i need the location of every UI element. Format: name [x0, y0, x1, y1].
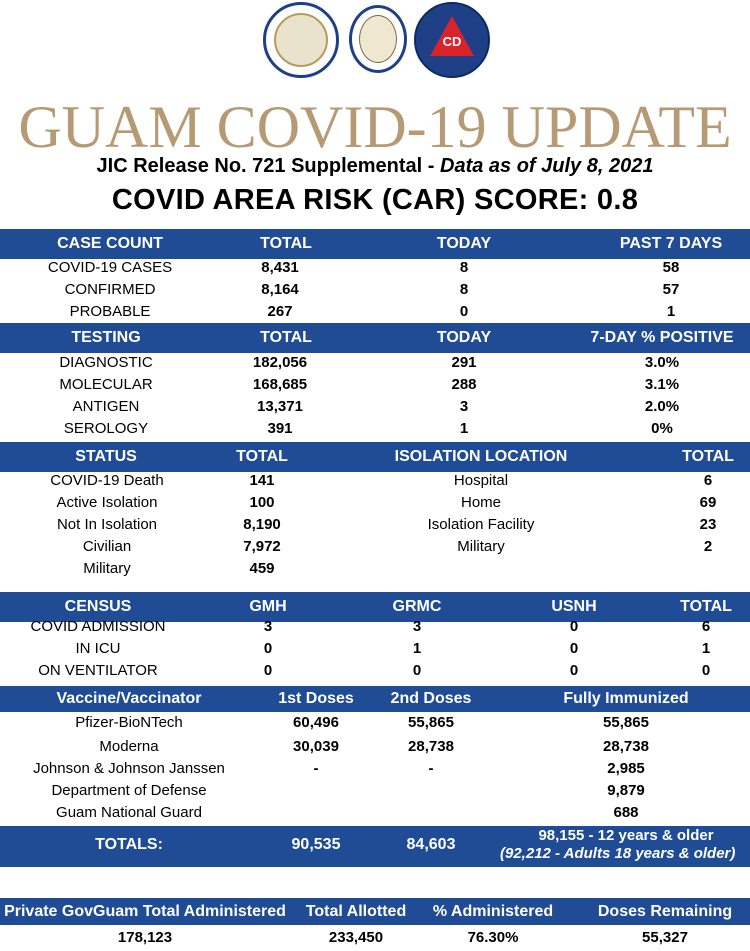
cell: 182,056 [252, 354, 308, 371]
header-cell: Doses Remaining [597, 903, 733, 920]
cell: 0 [569, 640, 579, 657]
cell: 28,738 [408, 738, 454, 755]
cell: 60,496 [293, 714, 339, 731]
governor-seal-icon [263, 2, 339, 78]
cell: 13,371 [257, 398, 303, 415]
table-row [0, 660, 750, 682]
row-label: MOLECULAR [59, 376, 153, 393]
public-health-seal-icon [349, 5, 407, 73]
table-row [0, 492, 750, 514]
row-label: Military [457, 538, 505, 555]
table-row [0, 536, 750, 558]
cell: 0 [569, 618, 579, 635]
table-row [0, 279, 750, 301]
table-row [0, 780, 750, 802]
cell: 0 [412, 662, 422, 679]
cell: 1 [459, 420, 469, 437]
row-label: COVID-19 Death [50, 472, 164, 489]
cell: 30,039 [293, 738, 339, 755]
cell: 3 [459, 398, 469, 415]
cell: 0 [701, 662, 711, 679]
testing-header [0, 323, 750, 353]
row-label: Hospital [453, 472, 509, 489]
header-cell: GRMC [392, 598, 442, 615]
totals-label: TOTALS: [95, 836, 163, 853]
cell: 267 [267, 303, 293, 320]
table-row [0, 558, 750, 580]
header-cell: ISOLATION LOCATION [394, 448, 568, 465]
cell: 8 [459, 281, 469, 298]
cell: 23 [699, 516, 717, 533]
table-row [0, 418, 750, 440]
cell: 0 [569, 662, 579, 679]
table-row [0, 470, 750, 492]
row-label: SEROLOGY [63, 420, 149, 437]
cell: 6 [701, 618, 711, 635]
row-label: Johnson & Johnson Janssen [33, 760, 225, 777]
vaccine-header [0, 686, 750, 712]
row-label: Moderna [99, 738, 159, 755]
table-row [0, 758, 750, 780]
header-cell: Total Allotted [305, 903, 407, 920]
agency-seals [0, 0, 750, 80]
row-label: COVID ADMISSION [30, 618, 166, 635]
header-cell: TOTAL [236, 448, 288, 465]
header-cell: 2nd Doses [390, 690, 472, 707]
header-cell: TESTING [71, 329, 141, 346]
cell: 3 [263, 618, 273, 635]
header-cell: PAST 7 DAYS [619, 235, 723, 252]
table-row [0, 514, 750, 536]
cell: 1 [412, 640, 422, 657]
table-row [0, 736, 750, 758]
release-date: Data as of July 8, 2021 [440, 155, 654, 177]
table-row [0, 712, 750, 734]
cell: 69 [699, 494, 717, 511]
status-header [0, 442, 750, 472]
row-label: PROBABLE [69, 303, 151, 320]
totals-fully-immunized: 98,155 - 12 years & older [538, 827, 714, 844]
cell: 1 [701, 640, 711, 657]
cell: 2 [703, 538, 713, 555]
header-cell: TOTAL [260, 235, 312, 252]
header-cell: % Administered [432, 903, 554, 920]
row-label: DIAGNOSTIC [59, 354, 153, 371]
cell: 58 [662, 259, 680, 276]
table-row [0, 616, 750, 638]
header-cell: GMH [249, 598, 287, 615]
header-cell: TOTAL [680, 598, 732, 615]
cell: 6 [703, 472, 713, 489]
table-row [0, 301, 750, 323]
cell: 291 [451, 354, 477, 371]
cell: 1 [666, 303, 676, 320]
cell: 8,190 [243, 516, 281, 533]
header-cell: 7-DAY % POSITIVE [590, 329, 734, 346]
cell: 0% [651, 420, 673, 437]
row-label: Active Isolation [56, 494, 158, 511]
header-cell: TOTAL [682, 448, 734, 465]
table-row [0, 374, 750, 396]
cell: 55,865 [603, 714, 649, 731]
header-cell: TODAY [436, 235, 492, 252]
header-cell: CENSUS [64, 598, 132, 615]
cell: 76.30% [467, 929, 519, 946]
cell: 2,985 [607, 760, 645, 777]
header-cell: Vaccine/Vaccinator [56, 690, 202, 707]
cell: 3 [412, 618, 422, 635]
header-cell: STATUS [75, 448, 137, 465]
row-label: ANTIGEN [72, 398, 140, 415]
row-label: ON VENTILATOR [38, 662, 158, 679]
header-cell: USNH [551, 598, 597, 615]
cell: 168,685 [252, 376, 308, 393]
cell: 459 [249, 560, 275, 577]
cell: 2.0% [644, 398, 680, 415]
case-count-header [0, 229, 750, 259]
cell: 55,327 [642, 929, 688, 946]
header-cell: TODAY [436, 329, 492, 346]
row-label: Not In Isolation [56, 516, 158, 533]
table-row [0, 927, 750, 949]
cell: 0 [263, 662, 273, 679]
vaccine-totals-row [0, 826, 750, 867]
cell: 0 [263, 640, 273, 657]
cell: 178,123 [117, 929, 173, 946]
totals-adults: (92,212 - Adults 18 years & older) [500, 845, 736, 862]
row-label: Isolation Facility [427, 516, 535, 533]
totals-second-doses: 84,603 [406, 836, 456, 853]
header-cell: TOTAL [260, 329, 312, 346]
cell: 688 [613, 804, 639, 821]
row-label: CONFIRMED [64, 281, 156, 298]
header-cell: 1st Doses [278, 690, 354, 707]
table-row [0, 396, 750, 418]
cell: 100 [249, 494, 275, 511]
table-row [0, 802, 750, 824]
cell: 391 [267, 420, 293, 437]
cell: 233,450 [328, 929, 384, 946]
header-cell: Fully Immunized [563, 690, 689, 707]
cell: 55,865 [408, 714, 454, 731]
cell: - [428, 760, 434, 777]
row-label: COVID-19 CASES [47, 259, 173, 276]
cell: 3.0% [644, 354, 680, 371]
table-row [0, 638, 750, 660]
row-label: Pfizer-BioNTech [75, 714, 183, 731]
row-label: Military [83, 560, 131, 577]
cell: 3.1% [644, 376, 680, 393]
header-cell: CASE COUNT [57, 235, 163, 252]
cell: 57 [662, 281, 680, 298]
header-cell: Private GovGuam Total Administered [4, 903, 286, 920]
row-label: Guam National Guard [56, 804, 202, 821]
cell: 0 [459, 303, 469, 320]
cell: 288 [451, 376, 477, 393]
private-header [0, 898, 750, 925]
table-row [0, 257, 750, 279]
cell: 28,738 [603, 738, 649, 755]
table-row [0, 352, 750, 374]
totals-first-doses: 90,535 [291, 836, 341, 853]
cell: - [313, 760, 319, 777]
page-title: GUAM COVID-19 UPDATE [18, 94, 732, 160]
release-line [0, 153, 750, 179]
cell: 8,431 [261, 259, 299, 276]
row-label: Department of Defense [51, 782, 207, 799]
cell: 8,164 [261, 281, 299, 298]
cell: 9,879 [607, 782, 645, 799]
cell: 8 [459, 259, 469, 276]
civil-defense-seal-icon: CD [414, 2, 490, 78]
car-score: COVID AREA RISK (CAR) SCORE: 0.8 [111, 184, 639, 216]
release-number: JIC Release No. 721 Supplemental - [96, 155, 440, 177]
row-label: Civilian [82, 538, 132, 555]
cell: 141 [249, 472, 275, 489]
row-label: Home [460, 494, 502, 511]
row-label: IN ICU [75, 640, 121, 657]
cell: 7,972 [243, 538, 281, 555]
